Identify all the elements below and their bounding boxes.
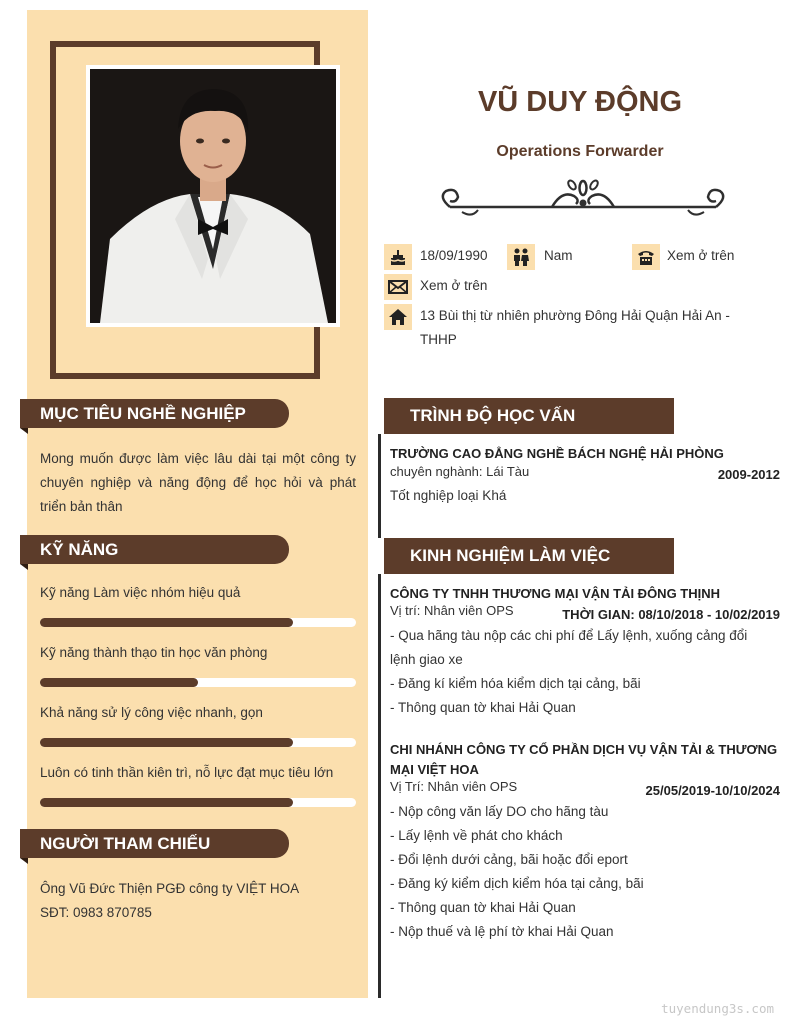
job-task: - Thông quan tờ khai Hải Quan xyxy=(390,700,576,715)
phone-value: Xem ở trên xyxy=(667,248,735,263)
skills-title: KỸ NĂNG xyxy=(40,540,119,559)
people-icon xyxy=(507,244,535,270)
envelope-icon xyxy=(384,274,412,300)
job-task: - Đổi lệnh dưới cảng, bãi hoặc đổi eport xyxy=(390,852,628,867)
skill-label: Kỹ năng Làm việc nhóm hiệu quả xyxy=(40,585,241,600)
education-heading xyxy=(378,398,674,434)
job-task: - Đăng kí kiểm hóa kiểm dịch tại cảng, bãi xyxy=(390,676,641,691)
birth-date: 18/09/1990 xyxy=(420,248,488,263)
job-task: lệnh giao xe xyxy=(390,652,463,667)
skill-label: Khả năng sử lý công việc nhanh, gọn xyxy=(40,705,263,720)
experience-title: KINH NGHIỆM LÀM VIỆC xyxy=(410,546,611,565)
candidate-name: VŨ DUY ĐỘNG xyxy=(477,86,683,118)
job-period: THỜI GIAN: 08/10/2018 - 10/02/2019 xyxy=(562,607,780,622)
job-task: - Nộp công văn lấy DO cho hãng tàu xyxy=(390,804,609,819)
company-name-line-1: CHI NHÁNH CÔNG TY CỔ PHẦN DỊCH VỤ VẬN TẢI & THƯƠNG xyxy=(390,742,778,757)
candidate-role: Operations Forwarder xyxy=(496,143,664,160)
skill-bar xyxy=(40,738,356,747)
job-position: Vị Trí: Nhân viên OPS xyxy=(390,779,518,794)
home-icon xyxy=(384,304,412,330)
profile-photo xyxy=(86,65,340,327)
watermark: tuyendung3s.com xyxy=(661,1001,774,1016)
cake-icon xyxy=(384,244,412,270)
portrait-image xyxy=(90,69,336,323)
ornament-divider xyxy=(432,172,734,222)
timeline-line xyxy=(378,400,381,998)
school-name: TRƯỜNG CAO ĐẲNG NGHỀ BÁCH NGHỆ HẢI PHÒNG xyxy=(390,446,724,461)
skill-bar-fill xyxy=(40,618,293,627)
job-task: - Nộp thuế và lệ phí tờ khai Hải Quan xyxy=(390,924,614,939)
company-name: CÔNG TY TNHH THƯƠNG MẠI VẬN TẢI ĐÔNG THỊNH xyxy=(390,586,721,601)
job-task: - Thông quan tờ khai Hải Quan xyxy=(390,900,576,915)
reference-phone: SĐT: 0983 870785 xyxy=(40,905,152,920)
skill-bar xyxy=(40,618,356,627)
skill-bar-fill xyxy=(40,678,198,687)
address-line-1: 13 Bùi thị từ nhiên phường Đông Hải Quận Hải An - xyxy=(420,308,730,323)
major: chuyên nghành: Lái Tàu xyxy=(390,464,530,479)
skills-heading xyxy=(20,535,289,564)
experience-heading xyxy=(378,538,674,574)
job-position: Vị trí: Nhân viên OPS xyxy=(390,603,514,618)
skill-bar xyxy=(40,678,356,687)
reference-heading xyxy=(20,829,289,858)
job-task: - Qua hãng tàu nộp các chi phí để Lấy lệnh, xuống cảng đổi xyxy=(390,628,748,643)
job-task: - Lấy lệnh về phát cho khách xyxy=(390,828,563,843)
gender: Nam xyxy=(544,248,573,263)
address-line-2: THHP xyxy=(420,332,457,347)
email-value: Xem ở trên xyxy=(420,278,488,293)
reference-title: NGƯỜI THAM CHIẾU xyxy=(40,834,211,853)
skill-label: Kỹ năng thành thạo tin học văn phòng xyxy=(40,645,268,660)
objective-text: Mong muốn được làm việc lâu dài tại một công ty chuyên nghiệp và năng động để học hỏi và phát triển bản thân xyxy=(40,451,356,514)
education-period: 2009-2012 xyxy=(717,467,780,482)
job-task: - Đăng ký kiểm dịch kiểm hóa tại cảng, bãi xyxy=(390,876,644,891)
skill-bar-fill xyxy=(40,798,293,807)
objective-title: MỤC TIÊU NGHỀ NGHIỆP xyxy=(40,404,246,423)
skill-bar xyxy=(40,798,356,807)
company-name-line-2: MẠI VIỆT HOA xyxy=(390,762,479,777)
phone-icon xyxy=(632,244,660,270)
education-result: Tốt nghiệp loại Khá xyxy=(390,488,507,503)
skill-bar-fill xyxy=(40,738,293,747)
objective-heading xyxy=(20,399,289,428)
education-title: TRÌNH ĐỘ HỌC VẤN xyxy=(410,406,576,425)
job-period: 25/05/2019-10/10/2024 xyxy=(645,783,780,798)
reference-name: Ông Vũ Đức Thiện PGĐ công ty VIỆT HOA xyxy=(40,881,300,896)
skill-label: Luôn có tinh thần kiên trì, nỗ lực đạt mục tiêu lớn xyxy=(40,765,334,780)
